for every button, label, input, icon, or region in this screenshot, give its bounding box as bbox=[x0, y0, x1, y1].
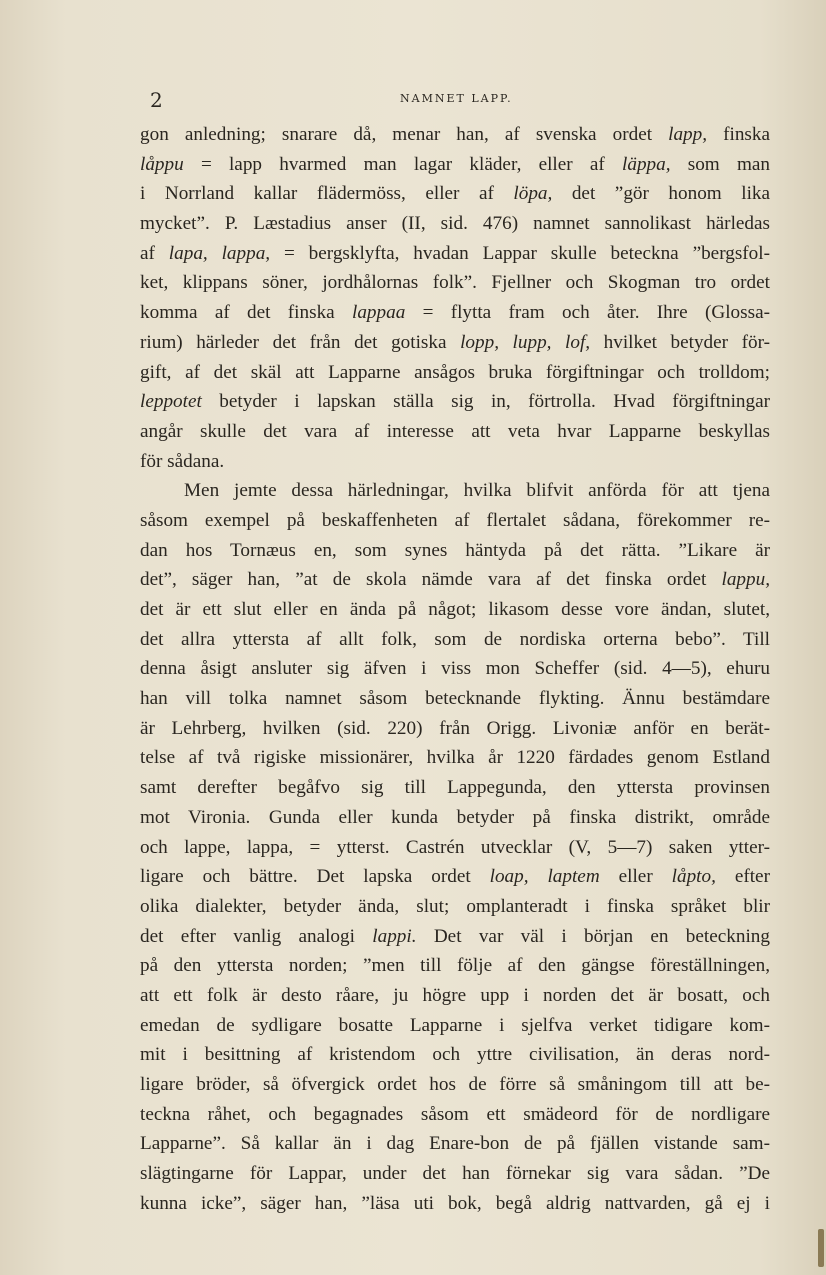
italic-term: lapa, lappa, bbox=[168, 242, 271, 264]
italic-term: lappi. bbox=[372, 925, 417, 947]
text-segment: Men jemte dessa härledningar, hvilka blifvit anförda för att tjena bbox=[184, 480, 770, 502]
text-segment: angår skulle det vara af interesse att veta hvar Lapparne beskyllas bbox=[140, 420, 770, 442]
text-segment: = bergsklyfta, hvadan Lappar skulle beteckna ”bergsfol- bbox=[270, 242, 770, 264]
text-segment: dan hos Tornæus en, som synes häntyda på det rätta. ”Likare är bbox=[140, 539, 770, 561]
text-line bbox=[140, 714, 770, 744]
text-segment: slägtingarne för Lappar, under det han förnekar sig vara sådan. ”De bbox=[140, 1163, 770, 1185]
text-line bbox=[140, 951, 770, 981]
text-segment: komma af det finska bbox=[140, 302, 352, 324]
text-segment: rium) härleder det från det gotiska bbox=[140, 331, 461, 353]
text-segment: det ”gör honom lika bbox=[552, 183, 771, 205]
text-line bbox=[140, 239, 770, 269]
text-segment: eller bbox=[599, 866, 672, 888]
text-line bbox=[140, 1040, 770, 1070]
text-segment: är Lehrberg, hvilken (sid. 220) från Origg. Livoniæ anför en berät- bbox=[140, 717, 770, 739]
text-segment: telse af två rigiske missionärer, hvilka år 1220 färdades genom Estland bbox=[140, 747, 770, 769]
text-segment: för sådana. bbox=[140, 450, 225, 472]
text-line bbox=[140, 447, 770, 477]
italic-term: leppotet bbox=[140, 391, 202, 413]
text-segment: i Norrland kallar flädermöss, eller af bbox=[140, 183, 514, 205]
text-segment: emedan de sydligare bosatte Lapparne i sjelfva verket tidigare kom- bbox=[140, 1014, 770, 1036]
text-segment: ket, klippans söner, jordhålornas folk”. Fjellner och Skogman tro ordet bbox=[140, 272, 770, 294]
text-line bbox=[140, 565, 770, 595]
text-line bbox=[140, 120, 770, 150]
body-text bbox=[140, 120, 770, 1218]
text-segment: efter bbox=[715, 866, 770, 888]
text-segment: betyder i lapskan ställa sig in, förtrolla. Hvad förgiftningar bbox=[201, 391, 770, 413]
text-segment: det allra yttersta af allt folk, som de nordiska orterna bebo”. Till bbox=[140, 628, 770, 650]
italic-term: lappaa bbox=[351, 302, 406, 324]
text-segment: såsom exempel på beskaffenheten af flertalet sådana, förekommer re- bbox=[140, 509, 770, 531]
text-line bbox=[140, 892, 770, 922]
text-line bbox=[140, 358, 770, 388]
text-segment: att ett folk är desto råare, ju högre upp i norden det är bosatt, och bbox=[140, 984, 770, 1006]
text-segment: olika dialekter, betyder ända, slut; omplanteradt i finska språket blir bbox=[140, 895, 770, 917]
text-segment: mit i besittning af kristendom och yttre civilisation, än deras nord- bbox=[140, 1044, 770, 1066]
text-segment: som man bbox=[670, 153, 770, 175]
text-segment: gon anledning; snarare då, menar han, af svenska ordet bbox=[140, 124, 669, 145]
text-line bbox=[140, 209, 770, 239]
text-segment: han vill tolka namnet såsom betecknande flykting. Ännu bestämdare bbox=[140, 688, 770, 710]
text-segment: det efter vanlig analogi bbox=[140, 925, 373, 947]
text-segment: hvilket betyder för- bbox=[590, 331, 770, 353]
italic-term: läppa, bbox=[622, 153, 671, 175]
text-line bbox=[140, 476, 770, 506]
text-line bbox=[140, 387, 770, 417]
page-number: 2 bbox=[150, 88, 163, 112]
text-line bbox=[140, 506, 770, 536]
text-segment: det”, säger han, ”at de skola nämde vara af det finska ordet bbox=[140, 569, 722, 591]
running-head: NAMNET LAPP. bbox=[400, 92, 513, 105]
text-line bbox=[140, 981, 770, 1011]
text-segment: det är ett slut eller en ända på något; likasom desse vore ändan, slutet, bbox=[140, 599, 770, 620]
italic-term: låppu bbox=[140, 153, 184, 175]
text-segment: denna åsigt ansluter sig äfven i viss mon Scheffer (sid. 4—5), ehuru bbox=[140, 658, 770, 680]
text-segment: på den yttersta norden; ”men till följe af den gängse föreställningen, bbox=[140, 955, 770, 977]
text-line bbox=[140, 1129, 770, 1159]
text-line bbox=[140, 150, 770, 180]
text-line bbox=[140, 268, 770, 298]
italic-term: lopp, lupp, lof, bbox=[460, 331, 591, 353]
italic-term: lapp, bbox=[668, 124, 708, 145]
text-line bbox=[140, 862, 770, 892]
text-segment: Lapparne”. Så kallar än i dag Enare-bon de på fjällen vistande sam- bbox=[140, 1133, 770, 1155]
text-segment: mot Vironia. Gunda eller kunda betyder på finska distrikt, område bbox=[140, 806, 770, 828]
text-line bbox=[140, 1100, 770, 1130]
page-edge-mark bbox=[818, 1229, 824, 1267]
italic-term: loap, laptem bbox=[489, 866, 600, 888]
text-segment: kunna icke”, säger han, ”läsa uti bok, begå aldrig nattvarden, gå ej i bbox=[140, 1192, 770, 1214]
text-line bbox=[140, 536, 770, 566]
text-line bbox=[140, 684, 770, 714]
page-header bbox=[140, 88, 770, 112]
text-line bbox=[140, 803, 770, 833]
italic-term: låpto, bbox=[671, 866, 716, 888]
text-line bbox=[140, 328, 770, 358]
text-line bbox=[140, 922, 770, 952]
text-line bbox=[140, 417, 770, 447]
text-line bbox=[140, 833, 770, 863]
text-line bbox=[140, 595, 770, 625]
text-line bbox=[140, 1011, 770, 1041]
text-segment: mycket”. P. Læstadius anser (II, sid. 476) namnet sannolikast härledas bbox=[140, 213, 770, 235]
text-line bbox=[140, 625, 770, 655]
text-line bbox=[140, 1159, 770, 1189]
text-line bbox=[140, 1189, 770, 1219]
text-segment: samt derefter begåfvo sig till Lappegunda, den yttersta provinsen bbox=[140, 777, 770, 799]
text-segment: = flytta fram och åter. Ihre (Glossa- bbox=[405, 302, 770, 324]
text-line bbox=[140, 298, 770, 328]
italic-term: lappu, bbox=[721, 569, 770, 591]
text-segment: finska bbox=[707, 124, 770, 145]
text-line bbox=[140, 743, 770, 773]
text-segment: Det var väl i början en beteckning bbox=[416, 925, 770, 947]
text-segment: gift, af det skäl att Lapparne ansågos bruka förgiftningar och trolldom; bbox=[140, 361, 770, 383]
text-line bbox=[140, 654, 770, 684]
text-line bbox=[140, 1070, 770, 1100]
text-segment: = lapp hvarmed man lagar kläder, eller af bbox=[183, 153, 623, 175]
italic-term: löpa, bbox=[513, 183, 553, 205]
text-segment: ligare bröder, så öfvergick ordet hos de förre så småningom till att be- bbox=[140, 1074, 770, 1095]
text-segment: af bbox=[140, 242, 169, 264]
text-line bbox=[140, 773, 770, 803]
text-line bbox=[140, 179, 770, 209]
text-segment: teckna råhet, och begagnades såsom ett smädeord för de nordligare bbox=[140, 1103, 770, 1125]
text-segment: och lappe, lappa, = ytterst. Castrén utvecklar (V, 5—7) saken ytter- bbox=[140, 836, 770, 858]
text-segment: ligare och bättre. Det lapska ordet bbox=[140, 866, 490, 888]
